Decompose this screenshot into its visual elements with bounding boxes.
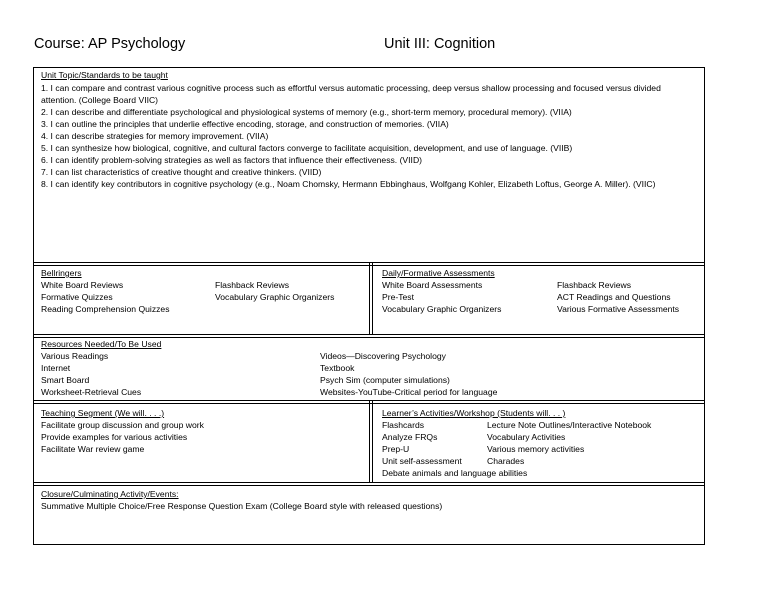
assessment-item: White Board Assessments bbox=[382, 280, 483, 290]
teaching-item: Facilitate group discussion and group work bbox=[41, 420, 204, 430]
resources-heading: Resources Needed/To Be Used bbox=[41, 339, 162, 349]
teaching-item: Provide examples for various activities bbox=[41, 432, 188, 442]
resource-item: Smart Board bbox=[41, 375, 90, 385]
learner-item: Prep-U bbox=[382, 444, 410, 454]
standard-item: 3. I can outline the principles that underlie effective encoding, storage, and construction of memories. (VIIA) bbox=[41, 119, 449, 129]
standard-item: 6. I can identify problem-solving strategies as well as factors that influence their effectiveness. (VIID) bbox=[41, 155, 423, 165]
teaching-item: Facilitate War review game bbox=[41, 444, 145, 454]
assessment-item: ACT Readings and Questions bbox=[557, 292, 671, 302]
learner-item: Various memory activities bbox=[487, 444, 585, 454]
standard-item: 2. I can describe and differentiate psychological and physiological systems of memory (e.g., short-term memory, procedural memory). (VIIA) bbox=[41, 107, 572, 117]
standards-heading: Unit Topic/Standards to be taught bbox=[41, 70, 168, 80]
learner-item: Unit self-assessment bbox=[382, 456, 462, 466]
assessments-heading: Daily/Formative Assessments bbox=[382, 268, 495, 278]
bellringer-item: Reading Comprehension Quizzes bbox=[41, 304, 170, 314]
standard-item: 1. I can compare and contrast various cognitive process such as effortful versus automatic processing, deep versus shallow processing and focused versus divided bbox=[41, 83, 661, 93]
resource-item: Psych Sim (computer simulations) bbox=[320, 375, 450, 385]
bellringer-item: Formative Quizzes bbox=[41, 292, 113, 302]
closure-text: Summative Multiple Choice/Free Response Question Exam (College Board style with released questions) bbox=[41, 501, 443, 511]
bellringers-heading: Bellringers bbox=[41, 268, 82, 278]
learner-item: Lecture Note Outlines/Interactive Notebook bbox=[487, 420, 652, 430]
learner-item: Vocabulary Activities bbox=[487, 432, 566, 442]
teaching-heading: Teaching Segment (We will. . . .) bbox=[41, 408, 165, 418]
resource-item: Internet bbox=[41, 363, 71, 373]
closure-heading: Closure/Culminating Activity/Events: bbox=[41, 489, 179, 499]
assessment-item: Pre-Test bbox=[382, 292, 414, 302]
resource-item: Textbook bbox=[320, 363, 355, 373]
unit-title: Unit III: Cognition bbox=[384, 36, 496, 52]
learner-item: Flashcards bbox=[382, 420, 425, 430]
standard-item: attention. (College Board VIIC) bbox=[41, 95, 159, 105]
standard-item: 7. I can list characteristics of creative thought and creative thinkers. (VIID) bbox=[41, 167, 322, 177]
bellringer-item: Vocabulary Graphic Organizers bbox=[215, 292, 335, 302]
standard-item: 5. I can synthesize how biological, cognitive, and cultural factors converge to facilitate acquisition, development, and use of language. (VIIB) bbox=[41, 143, 573, 153]
bellringer-item: White Board Reviews bbox=[41, 280, 124, 290]
standard-item: 8. I can identify key contributors in cognitive psychology (e.g., Noam Chomsky, Hermann Ebbinghaus, Wolfgang Kohler, Elizabeth Loftus, George A. Miller). (VIIC) bbox=[41, 179, 656, 189]
bellringer-item: Flashback Reviews bbox=[215, 280, 290, 290]
learner-item: Analyze FRQs bbox=[382, 432, 438, 442]
course-title: Course: AP Psychology bbox=[34, 36, 186, 52]
resource-item: Websites-YouTube-Critical period for language bbox=[320, 387, 498, 397]
standard-item: 4. I can describe strategies for memory improvement. (VIIA) bbox=[41, 131, 269, 141]
resource-item: Videos—Discovering Psychology bbox=[320, 351, 446, 361]
assessment-item: Various Formative Assessments bbox=[557, 304, 680, 314]
learners-heading: Learner’s Activities/Workshop (Students will. . . ) bbox=[382, 408, 566, 418]
resource-item: Worksheet-Retrieval Cues bbox=[41, 387, 142, 397]
assessment-item: Flashback Reviews bbox=[557, 280, 632, 290]
learner-item: Charades bbox=[487, 456, 525, 466]
assessment-item: Vocabulary Graphic Organizers bbox=[382, 304, 502, 314]
resource-item: Various Readings bbox=[41, 351, 109, 361]
learner-item: Debate animals and language abilities bbox=[382, 468, 528, 478]
